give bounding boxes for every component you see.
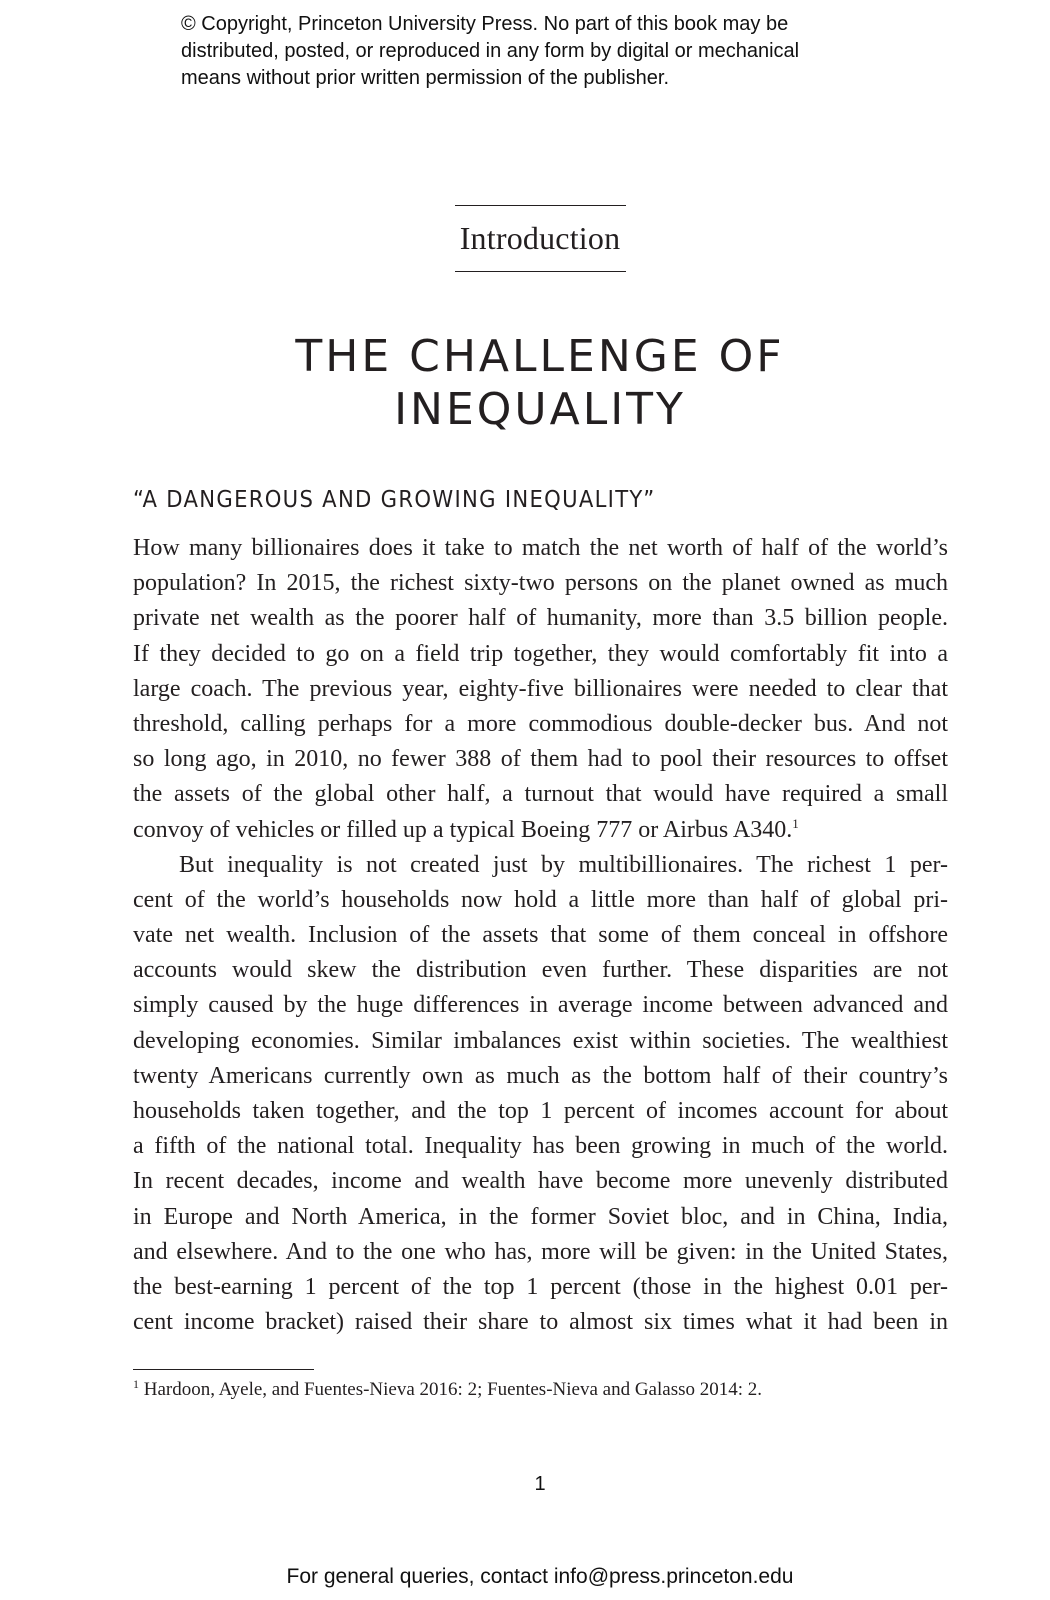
text-line: How many billionaires does it take to match the net worth of half of the world’s [133, 535, 948, 561]
footnote [133, 1379, 762, 1401]
footer-contact: For general queries, contact info@press.princeton.edu [286, 1565, 794, 1588]
text-line: If they decided to go on a field trip together, they would comfortably fit into a [133, 640, 948, 667]
text-line: the assets of the global other half, a turnout that would have required a small [133, 781, 948, 808]
text-line: population? In 2015, the richest sixty-two persons on the planet owned as much [133, 570, 948, 597]
text-line: In recent decades, income and wealth have become more unevenly distributed [133, 1168, 948, 1195]
text-line-content: convoy of vehicles or filled up a typical Boeing 777 or Airbus A340. [133, 816, 793, 843]
text-line: threshold, calling perhaps for a more commodious double-decker bus. And not [133, 710, 948, 737]
page-number: 1 [534, 1473, 546, 1495]
chapter-title-line: THE CHALLENGE OF [295, 331, 785, 382]
text-line: accounts would skew the distribution even further. These disparities are not [133, 957, 948, 984]
text-line: and elsewhere. And to the one who has, more will be given: in the United States, [133, 1238, 948, 1265]
text-line: vate net wealth. Inclusion of the assets that some of them conceal in offshore [133, 922, 948, 949]
chapter-title-line: INEQUALITY [394, 384, 686, 435]
text-line: But inequality is not created just by multibillionaires. The richest 1 per- [179, 851, 948, 878]
paragraph-1 [133, 531, 948, 848]
footnote-marker: 1 [133, 1377, 139, 1391]
text-line [133, 813, 948, 848]
text-line: a fifth of the national total. Inequality has been growing in much of the world. [133, 1133, 948, 1160]
body-text [133, 531, 948, 1340]
text-line: simply caused by the huge differences in average income between advanced and [133, 992, 948, 1019]
footnote-text: Hardoon, Ayele, and Fuentes-Nieva 2016: 2; Fuentes-Nieva and Galasso 2014: 2. [139, 1379, 763, 1400]
text-line: cent of the world’s households now hold a little more than half of global pri- [133, 886, 948, 913]
text-line: large coach. The previous year, eighty-five billionaires were needed to clear that [133, 675, 948, 702]
chapter-label-rule-top [455, 205, 626, 206]
chapter-label-rule-bottom [455, 271, 626, 272]
section-heading: “A DANGEROUS AND GROWING INEQUALITY” [133, 487, 656, 513]
paragraph-2 [133, 848, 948, 1341]
text-line: so long ago, in 2010, no fewer 388 of them had to pool their resources to offset [133, 746, 948, 773]
text-line: twenty Americans currently own as much as the bottom half of their country’s [133, 1062, 948, 1089]
copyright-line: means without prior written permission of the publisher. [181, 67, 670, 89]
text-line: households taken together, and the top 1 percent of incomes account for about [133, 1098, 948, 1124]
text-line: developing economies. Similar imbalances exist within societies. The wealthiest [133, 1027, 948, 1054]
text-line: cent income bracket) raised their share to almost six times what it had been in [133, 1309, 948, 1336]
chapter-title [0, 330, 1050, 436]
text-line: in Europe and North America, in the former Soviet bloc, and in China, India, [133, 1203, 948, 1230]
copyright-line: © Copyright, Princeton University Press. No part of this book may be [181, 13, 789, 35]
copyright-notice [181, 11, 901, 92]
copyright-line: distributed, posted, or reproduced in any form by digital or mechanical [181, 40, 800, 62]
chapter-label: Introduction [459, 220, 621, 256]
footnote-reference[interactable]: 1 [792, 815, 799, 831]
text-line: private net wealth as the poorer half of humanity, more than 3.5 billion people. [133, 605, 948, 632]
text-line: the best-earning 1 percent of the top 1 percent (those in the highest 0.01 per- [133, 1273, 948, 1300]
footnote-divider [133, 1369, 314, 1370]
